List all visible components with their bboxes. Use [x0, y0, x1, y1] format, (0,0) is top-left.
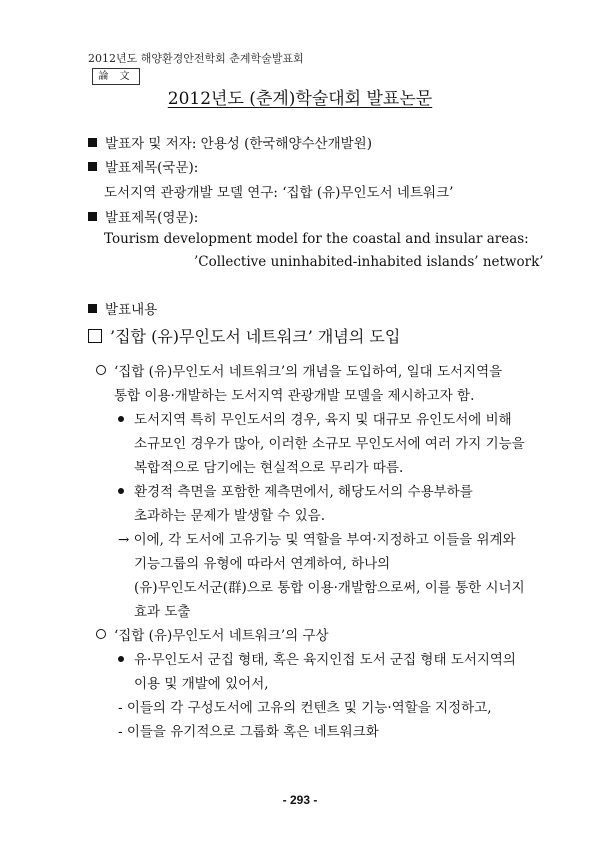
square-bullet-icon [88, 138, 97, 147]
bullet1-text-1: 도서지역 특히 무인도서의 경우, 육지 및 대규모 유인도서에 비해 [134, 412, 512, 428]
content-label-line [88, 298, 157, 318]
page-number: - 293 - [282, 793, 318, 807]
title-kr: 도서지역 관광개발 모델 연구: ‘집합 (유)무인도서 네트워크’ [104, 185, 454, 201]
section-heading [88, 324, 400, 347]
checkbox-square-icon [88, 329, 102, 343]
author-line [88, 132, 372, 152]
arrow-line-3: (유)무인도서군(群)으로 통합 이용·개발함으로써, 이를 통한 시너지 [134, 580, 525, 596]
dash-line-1: - 이들의 각 구성도서에 고유의 컨텐츠 및 기능·역할을 지정하고, [118, 700, 492, 716]
title-en-label-line [88, 206, 198, 226]
title-en-line-2: ’Collective uninhabited-inhabited islands’ network’ [194, 254, 544, 270]
bullet1-line-1 [118, 408, 512, 428]
arrow-line-1: → 이에, 각 도서에 고유기능 및 역할을 부여·지정하고 이들을 위계와 [118, 532, 516, 548]
page-title [0, 84, 600, 109]
title-en-line-1: Tourism development model for the coastal and insular areas: [104, 231, 529, 247]
dot-bullet-icon [118, 656, 124, 662]
square-bullet-icon [88, 162, 97, 171]
running-header: 2012년도 해양환경안전학회 춘계학술발표회 [88, 52, 304, 65]
bullet1-line-3: 복합적으로 담기에는 현실적으로 무리가 따름. [134, 460, 404, 476]
para1-line-1 [96, 360, 502, 380]
circle-bullet-icon [96, 365, 106, 375]
para2-line-1 [96, 624, 329, 644]
content-label: 발표내용 [105, 302, 158, 318]
arrow-line-4: 효과 도출 [134, 604, 191, 620]
author-text: 발표자 및 저자: 안용성 (한국해양수산개발원) [105, 136, 372, 152]
section-heading-text: ’집합 (유)무인도서 네트워크’ 개념의 도입 [110, 327, 401, 346]
para1-text-1: ‘집합 (유)무인도서 네트워크’의 개념을 도입하여, 일대 도서지역을 [114, 364, 503, 380]
para2-bullet-line-1 [118, 648, 516, 668]
bullet2-line-1 [118, 480, 473, 500]
dot-bullet-icon [118, 416, 124, 422]
arrow-line-2: 기능그룹의 유형에 따라서 연계하여, 하나의 [134, 556, 391, 572]
square-bullet-icon [88, 304, 97, 313]
title-en-label: 발표제목(영문): [105, 210, 199, 226]
para2-bullet-line-2: 이용 및 개발에 있어서, [134, 676, 269, 692]
para2-bullet-text-1: 유·무인도서 군집 형태, 혹은 육지인접 도서 군집 형태 도서지역의 [134, 652, 516, 668]
bullet2-line-2: 초과하는 문제가 발생할 수 있음. [134, 508, 325, 524]
square-bullet-icon [88, 212, 97, 221]
page-title-text: 2012년도 (춘계)학술대회 발표논문 [167, 89, 433, 109]
circle-bullet-icon [96, 629, 106, 639]
title-kr-label-line [88, 156, 198, 176]
para2-text-1: ‘집합 (유)무인도서 네트워크’의 구상 [114, 628, 329, 644]
para1-line-2: 통합 이용·개발하는 도서지역 관광개발 모델을 제시하고자 함. [114, 388, 475, 404]
bullet2-text-1: 환경적 측면을 포함한 제측면에서, 해당도서의 수용부하를 [134, 484, 473, 500]
article-type-tag: 論 文 [92, 68, 140, 85]
dash-line-2: - 이들을 유기적으로 그룹화 혹은 네트워크화 [118, 724, 379, 740]
dot-bullet-icon [118, 488, 124, 494]
title-kr-label: 발표제목(국문): [105, 160, 199, 176]
bullet1-line-2: 소규모인 경우가 많아, 이러한 소규모 무인도서에 여러 가지 기능을 [134, 436, 525, 452]
